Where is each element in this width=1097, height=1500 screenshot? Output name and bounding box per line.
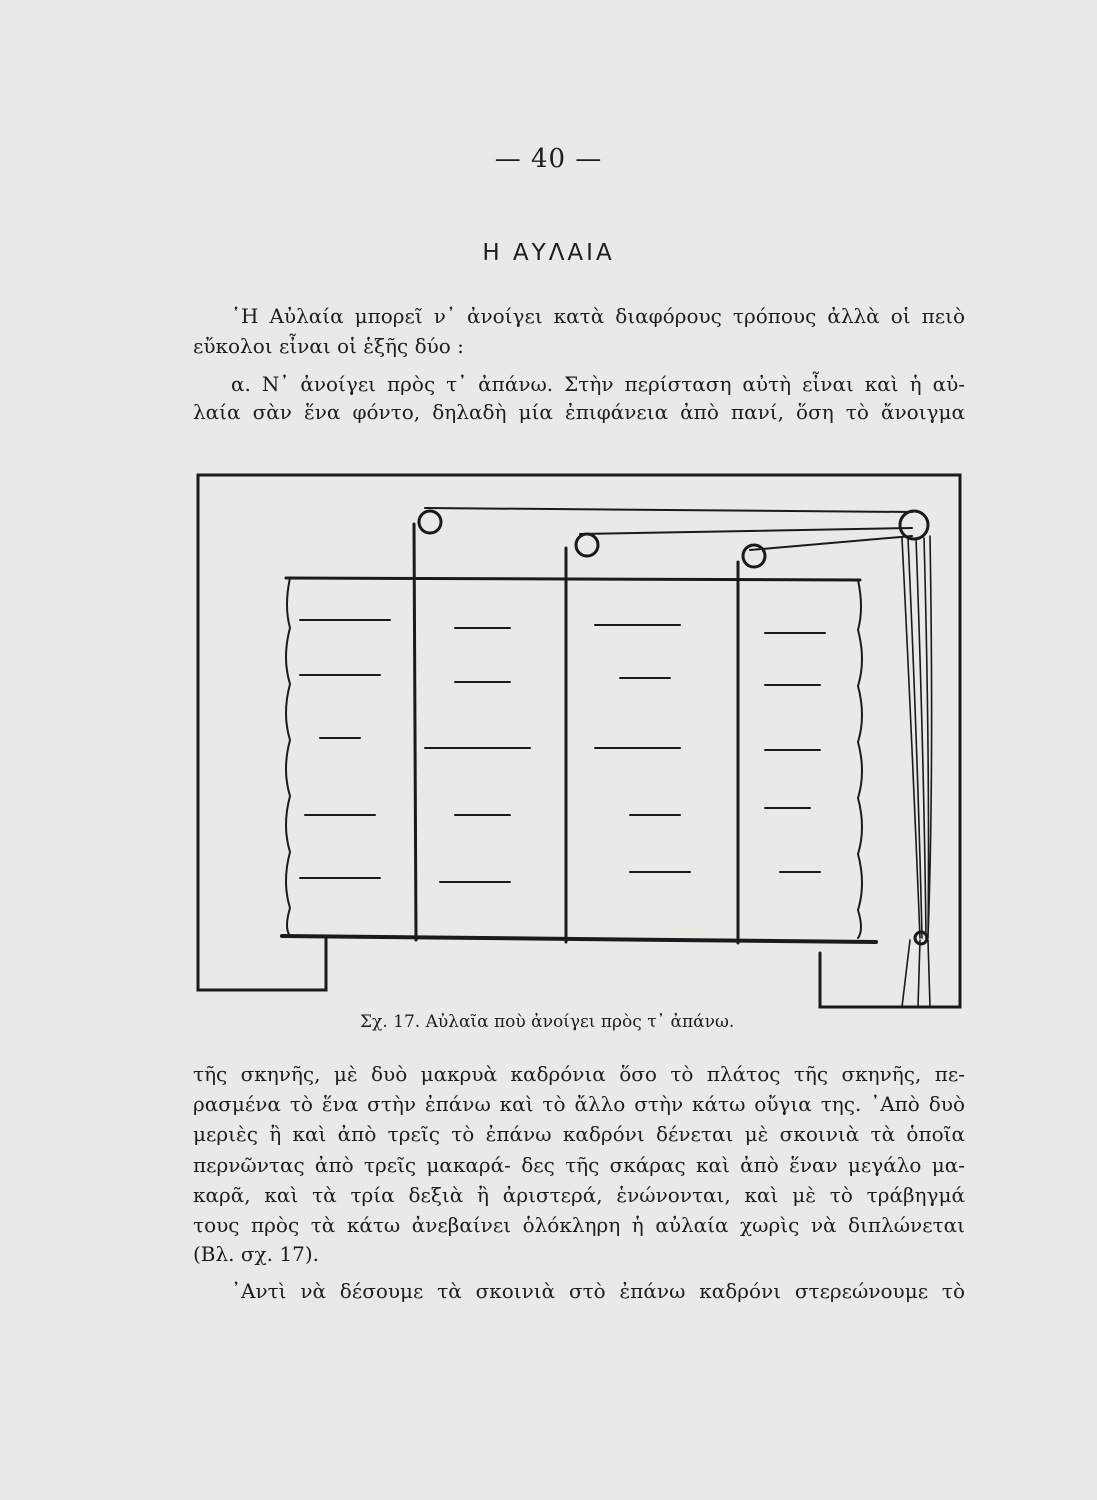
page-number: — 40 — xyxy=(494,144,603,174)
curtain-left-edge xyxy=(286,578,290,936)
body-line: τῆς σκηνῆς, μὲ δυὸ μακρυὰ καδρόνια ὅσο τὸ πλάτος τῆς σκηνῆς, πε- xyxy=(193,1062,965,1086)
pull-ropes xyxy=(902,536,932,938)
top-batten xyxy=(286,578,860,580)
stage-frame xyxy=(198,475,960,1007)
page-title: Η ΑΥΛΑΙΑ xyxy=(482,240,615,266)
intro-line: α. Ν᾿ ἀνοίγει πρὸς τ᾿ ἀπάνω. Στὴν περίσταση αὐτὴ εἶναι καὶ ἡ αὐ- xyxy=(231,372,965,396)
pulley-1 xyxy=(419,511,441,533)
body-line: μεριὲς ἢ καὶ ἀπὸ τρεῖς τὸ ἐπάνω καδρόνι δένεται μὲ σκοινιὰ τὰ ὁποῖα xyxy=(193,1122,965,1146)
intro-line: ῾Η Αὐλαία μπορεῖ ν᾿ ἀνοίγει κατὰ διαφόρους τρόπους ἀλλὰ οἱ πειὸ xyxy=(231,304,965,328)
curtain-figure xyxy=(190,470,970,1015)
rope-mid xyxy=(580,528,912,534)
body-line: περνῶντας ἀπὸ τρεῖς μακαρά- δες τῆς σκάρας καὶ ἀπὸ ἕναν μεγάλο μα- xyxy=(193,1153,965,1177)
pull-rope-tail xyxy=(902,940,910,1007)
closing-line: ᾿Αντὶ νὰ δέσουμε τὰ σκοινιὰ στὸ ἐπάνω καδρόνι στερεώνουμε τὸ xyxy=(231,1279,965,1303)
pulley-big xyxy=(900,511,928,539)
intro-line: λαία σὰν ἕνα φόντο, δηλαδὴ μία ἐπιφάνεια ἀπὸ πανί, ὅση τὸ ἄνοιγμα xyxy=(193,400,965,424)
curtain-folds xyxy=(300,620,825,882)
rope-low xyxy=(750,536,912,550)
figure-lines xyxy=(198,475,960,1007)
body-line: καρᾶ, καὶ τὰ τρία δεξιὰ ἢ ἀριστερά, ἑνώνονται, καὶ μὲ τὸ τράβηγμά xyxy=(193,1183,965,1207)
intro-line: εὔκολοι εἶναι οἱ ἑξῆς δύο : xyxy=(193,334,464,358)
figure-caption: Σχ. 17. Αὐλαῖα ποὺ ἀνοίγει πρὸς τ᾿ ἀπάνω. xyxy=(360,1012,735,1032)
body-line: τους πρὸς τὰ κάτω ἀνεβαίνει ὁλόκληρη ἡ αὐλαία χωρὶς νὰ διπλώνεται xyxy=(193,1213,965,1237)
rope-top xyxy=(425,508,912,512)
pull-rope-tail xyxy=(918,940,920,1007)
stage-frame-left xyxy=(198,475,326,990)
body-line: (Βλ. σχ. 17). xyxy=(193,1242,319,1266)
pull-rope-tail xyxy=(928,940,930,1007)
curtain-right-edge xyxy=(858,580,862,938)
drop-rope-1 xyxy=(414,524,416,940)
pulley-2 xyxy=(576,534,598,556)
bottom-batten xyxy=(282,936,876,942)
pulley-3 xyxy=(743,545,765,567)
body-line: ρασμένα τὸ ἕνα στὴν ἐπάνω καὶ τὸ ἄλλο στὴν κάτω οὔγια της. ᾿Απὸ δυὸ xyxy=(193,1092,965,1116)
